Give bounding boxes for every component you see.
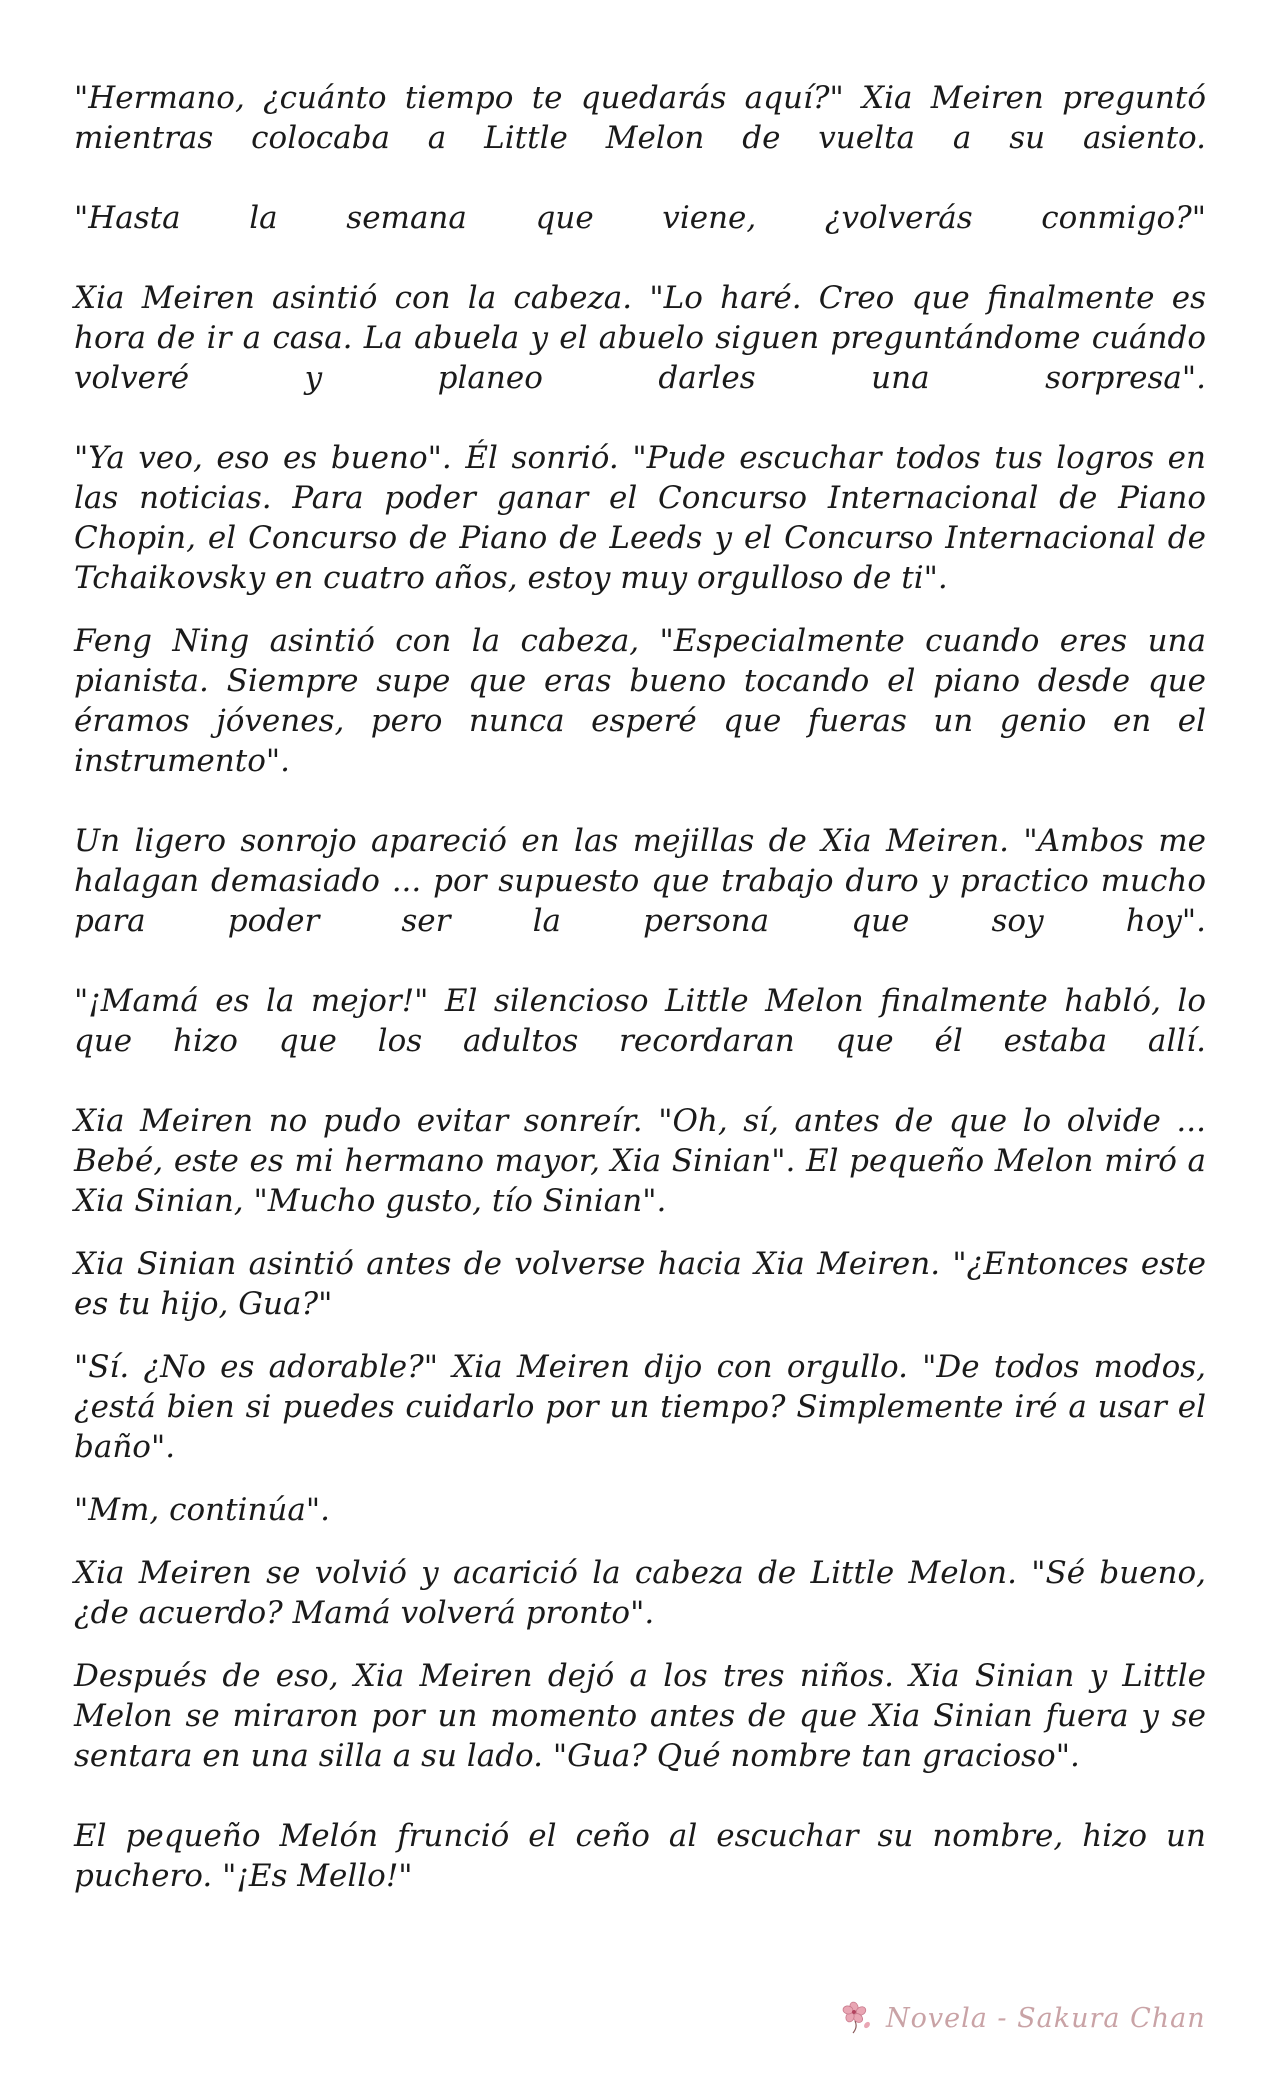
- paragraph-3: Xia Meiren asintió con la cabeza. "Lo haré. Creo que finalmente es hora de ir a casa. La abuela y el abuelo siguen preguntándome cuándo volveré y planeo darles una sorpresa".: [74, 280, 1206, 396]
- sakura-blossom-icon: [842, 2001, 876, 2035]
- paragraph-9: Xia Sinian asintió antes de volverse hacia Xia Meiren. "¿Entonces este es tu hijo, Gua?": [74, 1246, 1206, 1322]
- paragraph-4: "Ya veo, eso es bueno". Él sonrió. "Pude escuchar todos tus logros en las noticias. Para poder ganar el Concurso Internacional de Piano Chopin, el Concurso de Piano de Leeds y el Concurso Internacional de Tchaikovsky en cuatro años, estoy muy orgulloso de ti".: [74, 440, 1206, 596]
- paragraph-1: "Hermano, ¿cuánto tiempo te quedarás aquí?" Xia Meiren preguntó mientras colocaba a Little Melon de vuelta a su asiento.: [74, 80, 1206, 156]
- paragraph-10: "Sí. ¿No es adorable?" Xia Meiren dijo con orgullo. "De todos modos, ¿está bien si puedes cuidarlo por un tiempo? Simplemente iré a usar el baño".: [74, 1349, 1206, 1465]
- paragraph-7: "¡Mamá es la mejor!" El silencioso Little Melon finalmente habló, lo que hizo que los adultos recordaran que él estaba allí.: [74, 983, 1206, 1059]
- paragraph-6: Un ligero sonrojo apareció en las mejillas de Xia Meiren. "Ambos me halagan demasiado ... por supuesto que trabajo duro y practico mucho para poder ser la persona que soy hoy".: [74, 823, 1206, 939]
- paragraph-2: "Hasta la semana que viene, ¿volverás conmigo?": [74, 200, 1206, 236]
- watermark-text: Novela - Sakura Chan: [886, 2002, 1206, 2034]
- watermark: [842, 1998, 1206, 2038]
- paragraph-12: Xia Meiren se volvió y acarició la cabeza de Little Melon. "Sé bueno, ¿de acuerdo? Mamá volverá pronto".: [74, 1555, 1206, 1631]
- paragraph-11: "Mm, continúa".: [74, 1492, 330, 1528]
- paragraph-14: El pequeño Melón frunció el ceño al escuchar su nombre, hizo un puchero. "¡Es Mello!": [74, 1818, 1206, 1894]
- paragraph-5: Feng Ning asintió con la cabeza, "Especialmente cuando eres una pianista. Siempre supe que eras bueno tocando el piano desde que éramos jóvenes, pero nunca esperé que fueras un genio en el instrumento".: [74, 623, 1206, 779]
- text-column: [74, 78, 1206, 1896]
- paragraph-13: Después de eso, Xia Meiren dejó a los tres niños. Xia Sinian y Little Melon se miraron por un momento antes de que Xia Sinian fuera y se sentara en una silla a su lado. "Gua? Qué nombre tan gracioso".: [74, 1658, 1206, 1774]
- paragraph-8: Xia Meiren no pudo evitar sonreír. "Oh, sí, antes de que lo olvide ... Bebé, este es mi hermano mayor, Xia Sinian". El pequeño Melon miró a Xia Sinian, "Mucho gusto, tío Sinian".: [74, 1103, 1206, 1219]
